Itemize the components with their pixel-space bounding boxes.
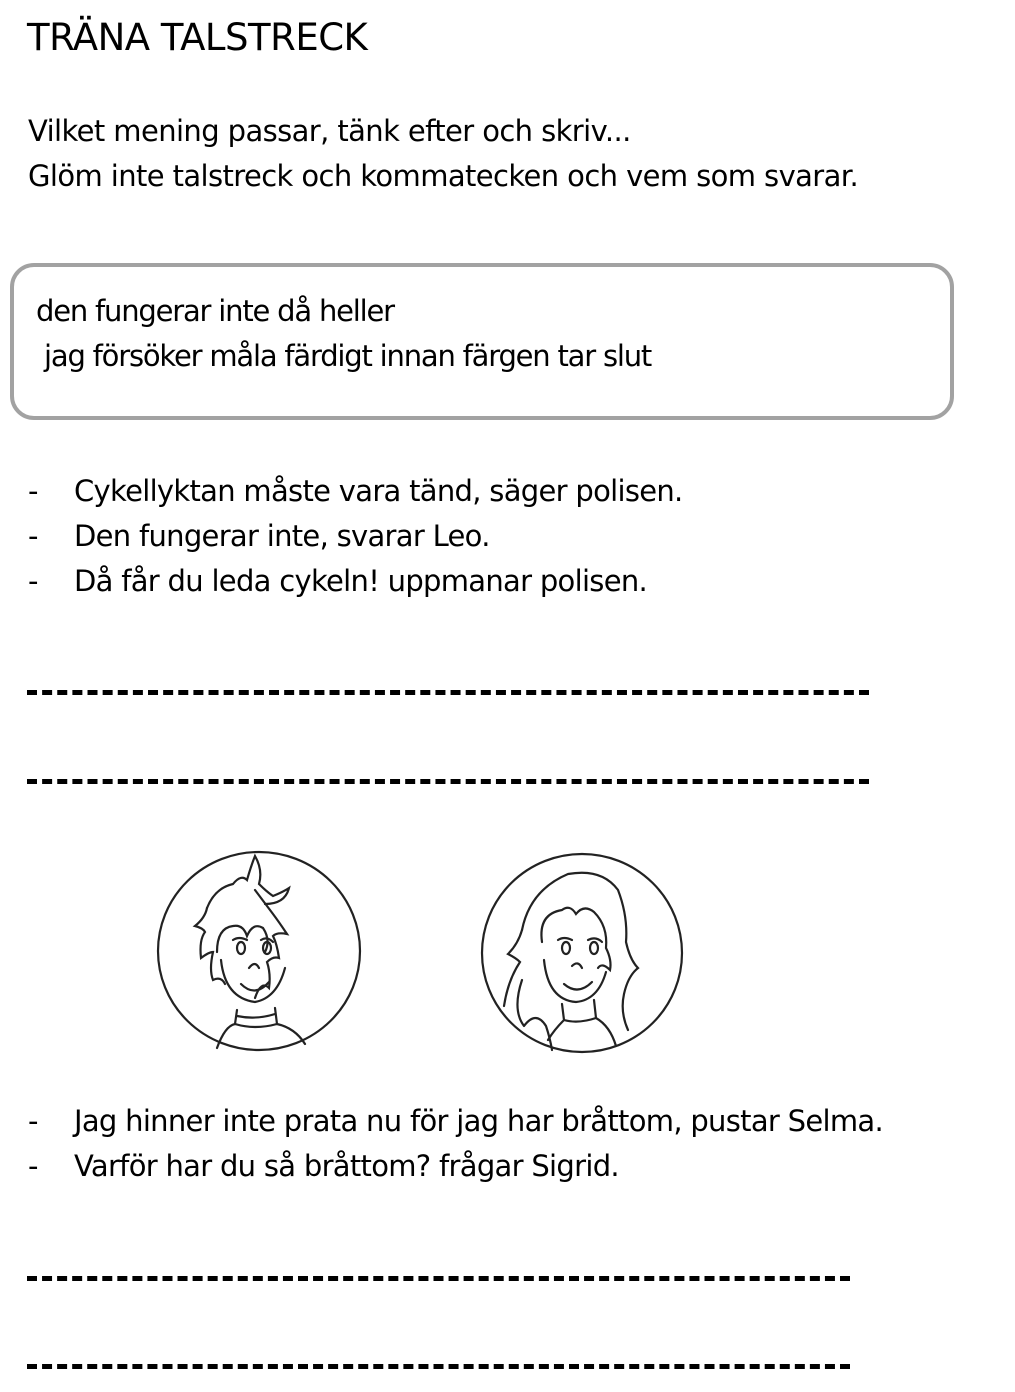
dialogue-dash: - bbox=[28, 564, 39, 598]
word-box-line-1: den fungerar inte då heller bbox=[36, 294, 394, 328]
dialogue-dash: - bbox=[28, 474, 39, 508]
dialogue-line: Cykellyktan måste vara tänd, säger polisen. bbox=[74, 474, 683, 508]
dialogue-line: Jag hinner inte prata nu för jag har bråttom, pustar Selma. bbox=[74, 1104, 883, 1138]
girl-face-illustration bbox=[478, 850, 688, 1056]
dialogue-line: Varför har du så bråttom? frågar Sigrid. bbox=[74, 1149, 619, 1183]
dialogue-dash: - bbox=[28, 1104, 39, 1138]
answer-line-2[interactable] bbox=[27, 779, 869, 784]
instruction-line-1: Vilket mening passar, tänk efter och skriv... bbox=[28, 114, 631, 148]
dialogue-line: Då får du leda cykeln! uppmanar polisen. bbox=[74, 564, 648, 598]
dialogue-dash: - bbox=[28, 1149, 39, 1183]
instruction-line-2: Glöm inte talstreck och kommatecken och vem som svarar. bbox=[28, 159, 859, 193]
word-box-line-2: jag försöker måla färdigt innan färgen tar slut bbox=[36, 339, 652, 373]
dialogue-line: Den fungerar inte, svarar Leo. bbox=[74, 519, 490, 553]
answer-line-3[interactable] bbox=[27, 1276, 850, 1281]
answer-line-4[interactable] bbox=[27, 1364, 850, 1369]
answer-line-1[interactable] bbox=[27, 690, 869, 695]
dialogue-dash: - bbox=[28, 519, 39, 553]
page-title: TRÄNA TALSTRECK bbox=[27, 16, 368, 59]
boy-face-illustration bbox=[155, 848, 365, 1054]
